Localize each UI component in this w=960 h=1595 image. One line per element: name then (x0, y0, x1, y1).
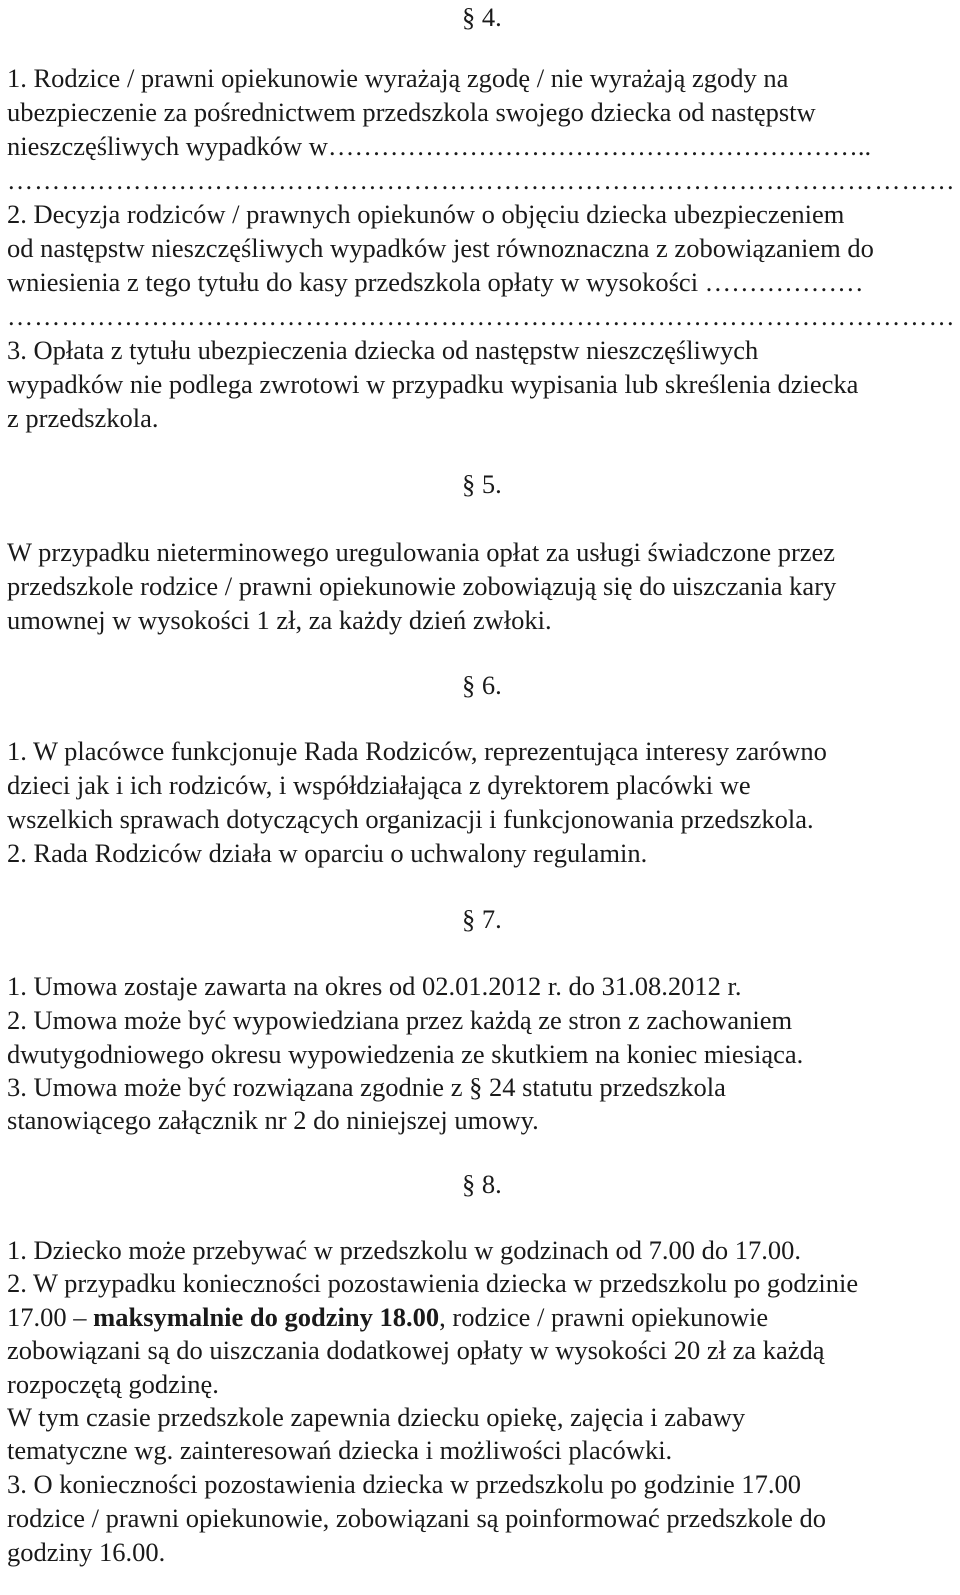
section-4-line-1: 1. Rodzice / prawni opiekunowie wyrażają zgodę / nie wyrażają zgody na (7, 63, 789, 93)
section-7-line-5: stanowiącego załącznik nr 2 do niniejszej umowy. (7, 1105, 539, 1135)
section-8-line-7: tematyczne wg. zainteresowań dziecka i możliwości placówki. (7, 1435, 673, 1465)
section-8-bold-phrase: maksymalnie do godziny 18.00 (93, 1302, 440, 1332)
section-4-dotted-line-1: …………………………………………………………………………………………… (7, 165, 956, 195)
section-6-line-3: wszelkich sprawach dotyczących organizacji i funkcjonowania przedszkola. (7, 804, 814, 834)
section-8-line-5: rozpoczętą godzinę. (7, 1369, 219, 1399)
section-4-line-9: 3. Opłata z tytułu ubezpieczenia dziecka od następstw nieszczęśliwych (7, 335, 759, 365)
section-6-line-2: dzieci jak i ich rodziców, i współdziałająca z dyrektorem placówki we (7, 770, 751, 800)
section-4-line-5: 2. Decyzja rodziców / prawnych opiekunów o objęciu dziecka ubezpieczeniem (7, 199, 845, 229)
section-4-heading: § 4. (462, 2, 502, 32)
section-4-line-7: wniesienia z tego tytułu do kasy przedszkola opłaty w wysokości ……………… (7, 267, 864, 297)
section-8-heading: § 8. (462, 1169, 502, 1199)
section-7-line-2: 2. Umowa może być wypowiedziana przez każdą ze stron z zachowaniem (7, 1005, 793, 1035)
section-8-line-8: 3. O konieczności pozostawienia dziecka w przedszkolu po godzinie 17.00 (7, 1469, 802, 1499)
section-6-line-1: 1. W placówce funkcjonuje Rada Rodziców, reprezentująca interesy zarówno (7, 736, 827, 766)
section-6-heading: § 6. (462, 670, 502, 700)
section-4-line-2: ubezpieczenie za pośrednictwem przedszkola swojego dziecka od następstw (7, 97, 816, 127)
section-4-line-10: wypadków nie podlega zwrotowi w przypadku wypisania lub skreślenia dziecka (7, 369, 859, 399)
section-8-line-6: W tym czasie przedszkole zapewnia dziecku opiekę, zajęcia i zabawy (7, 1402, 746, 1432)
section-4-line-6: od następstw nieszczęśliwych wypadków jest równoznaczna z zobowiązaniem do (7, 233, 874, 263)
section-8-line-3 (7, 1301, 768, 1334)
section-4-line-11: z przedszkola. (7, 403, 159, 433)
section-7-line-4: 3. Umowa może być rozwiązana zgodnie z § 24 statutu przedszkola (7, 1072, 726, 1102)
section-5-line-3: umownej w wysokości 1 zł, za każdy dzień zwłoki. (7, 605, 552, 635)
section-8-line-10: godziny 16.00. (7, 1537, 166, 1567)
section-8-line-2: 2. W przypadku konieczności pozostawienia dziecka w przedszkolu po godzinie (7, 1268, 859, 1298)
section-8-line-1: 1. Dziecko może przebywać w przedszkolu w godzinach od 7.00 do 17.00. (7, 1235, 802, 1265)
section-8-line-4: zobowiązani są do uiszczania dodatkowej opłaty w wysokości 20 zł za każdą (7, 1335, 825, 1365)
section-8-line-3-start: 17.00 – (7, 1302, 94, 1332)
section-8-line-9: rodzice / prawni opiekunowie, zobowiązani są poinformować przedszkole do (7, 1503, 827, 1533)
section-7-heading: § 7. (462, 904, 502, 934)
section-8-line-3-end: , rodzice / prawni opiekunowie (439, 1302, 769, 1332)
section-5-heading: § 5. (462, 469, 502, 499)
section-7-line-1: 1. Umowa zostaje zawarta na okres od 02.01.2012 r. do 31.08.2012 r. (7, 971, 742, 1001)
section-5-line-2: przedszkole rodzice / prawni opiekunowie zobowiązują się do uiszczania kary (7, 571, 837, 601)
section-5-line-1: W przypadku nieterminowego uregulowania opłat za usługi świadczone przez (7, 537, 836, 567)
section-7-line-3: dwutygodniowego okresu wypowiedzenia ze skutkiem na koniec miesiąca. (7, 1039, 804, 1069)
section-4-dotted-line-2: …………………………………………………………………………………………… (7, 301, 956, 331)
section-4-line-3: nieszczęśliwych wypadków w…………………………………………………….. (7, 131, 872, 161)
section-6-line-4: 2. Rada Rodziców działa w oparciu o uchwalony regulamin. (7, 838, 648, 868)
